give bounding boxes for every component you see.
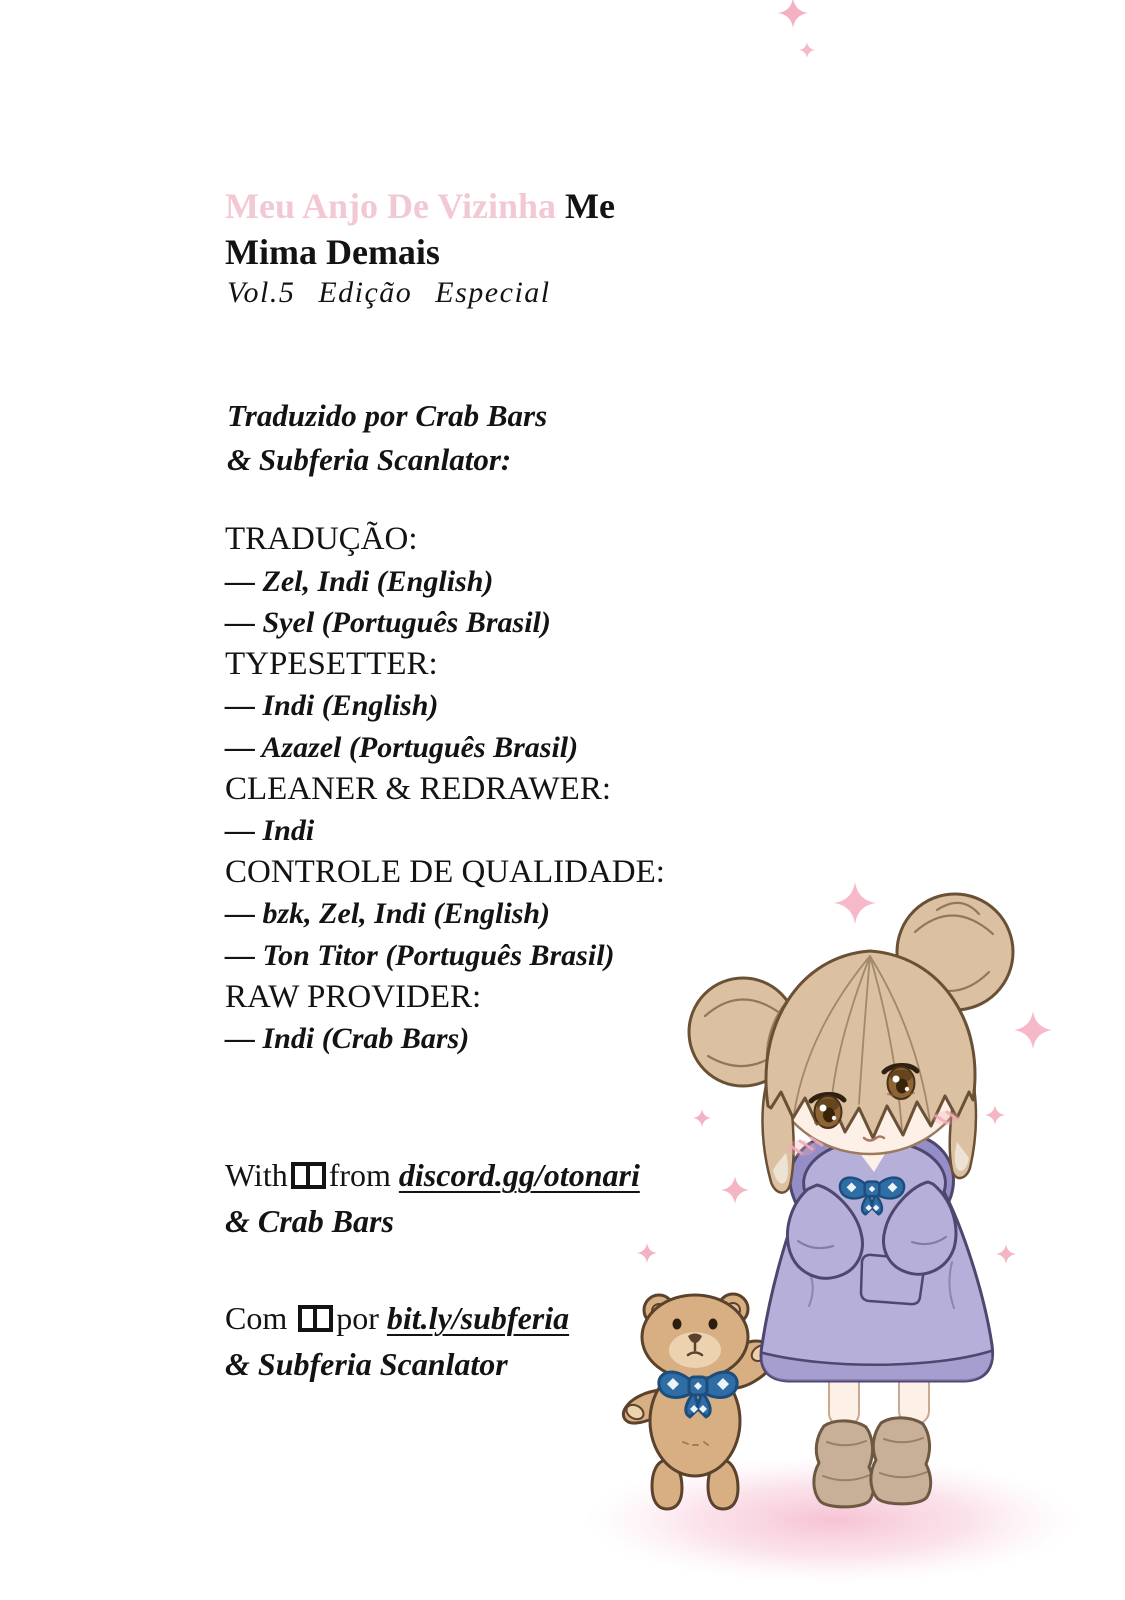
volume-subtitle: Vol.5 Edição Especial [227,276,551,309]
series-title-line1 [225,183,615,229]
bear-eye [709,1319,718,1330]
series-title-pink: Meu Anjo De Vizinha [225,186,557,226]
illustration [565,840,1125,1600]
translated-by-line1: Traduzido por Crab Bars [227,398,548,433]
thanks-subferia-line [225,1295,569,1341]
credit-name: — Indi [225,814,315,848]
missing-glyph-icon [298,1305,333,1332]
credit-role: CONTROLE DE QUALIDADE: [225,853,665,890]
credit-name: — Azazel (Português Brasil) [225,730,579,764]
com-prefix: Com [225,1300,288,1336]
title-block [225,183,615,275]
credit-role: RAW PROVIDER: [225,978,482,1015]
with-prefix: With [225,1157,288,1193]
credit-role: CLEANER & REDRAWER: [225,770,612,807]
translated-by-block [227,394,547,482]
missing-glyph-icon [291,1162,326,1189]
credit-name: — Indi (Crab Bars) [225,1022,470,1056]
sparkle-icon [770,0,840,80]
series-title-line2: Mima Demais [225,232,440,272]
discord-link[interactable]: discord.gg/otonari [398,1157,640,1193]
subferia-link[interactable]: bit.ly/subferia [386,1300,570,1336]
com-connector: por [336,1300,379,1336]
credit-name: — Indi (English) [225,689,439,723]
credit-name: — Ton Titor (Português Brasil) [225,938,615,972]
credit-name: — Zel, Indi (English) [225,564,494,598]
credit-role: TRADUÇÃO: [225,521,418,557]
bear-eye [673,1319,682,1330]
with-connector: from [328,1157,391,1193]
thanks-subferia-block [225,1295,569,1387]
credit-name: — Syel (Português Brasil) [225,606,551,640]
series-title-black: Me [565,186,615,226]
thanks-discord-suffix: & Crab Bars [225,1203,394,1239]
credit-name: — bzk, Zel, Indi (English) [225,897,551,931]
translated-by-line2: & Subferia Scanlator: [227,442,512,477]
thanks-subferia-suffix: & Subferia Scanlator [225,1346,508,1382]
credit-role: TYPESETTER: [225,645,438,682]
